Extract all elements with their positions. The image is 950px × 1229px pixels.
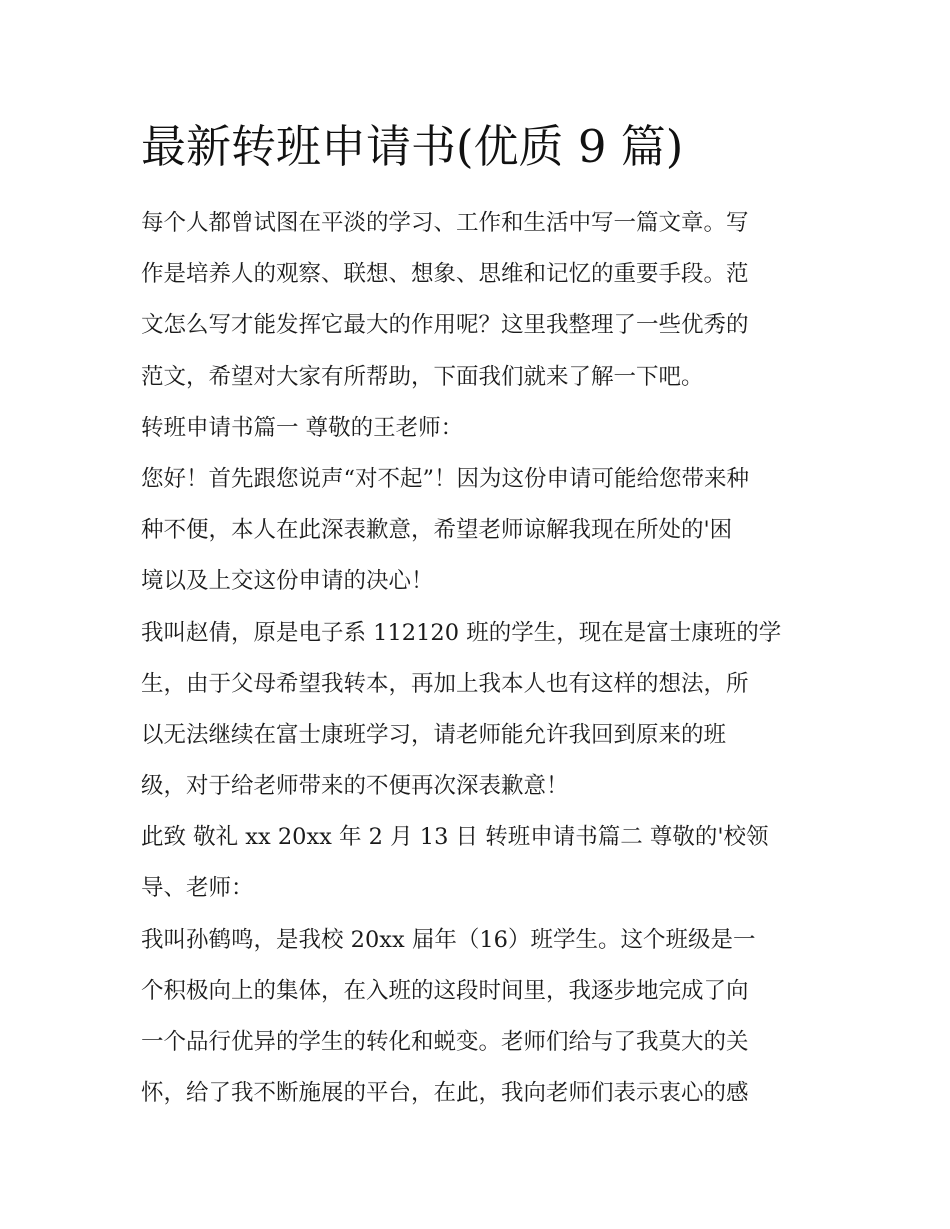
text-line: 一个品行优异的学生的转化和蜕变。老师们给与了我莫大的关 [141,1029,749,1055]
text-line: 我叫孙鹤鸣，是我校 20xx 届年（16）班学生。这个班级是一 [141,926,756,953]
text-line: 转班申请书篇一 尊敬的王老师： [141,414,464,441]
text-line: 文怎么写才能发挥它最大的作用呢？这里我整理了一些优秀的 [141,312,749,339]
text-line: 我叫赵倩，原是电子系 112120 班的学生，现在是富士康班的学 [141,619,782,646]
document-body [141,198,813,1119]
text-line: 范文，希望对大家有所帮助，下面我们就来了解一下吧。 [141,363,704,390]
text-line: 怀，给了我不断施展的平台，在此，我向老师们表示衷心的感 [141,1080,749,1107]
text-line: 生，由于父母希望我转本，再加上我本人也有这样的想法，所 [141,670,749,697]
text-line: 级，对于给老师带来的不便再次深表歉意！ [141,773,569,800]
text-line: 导、老师： [141,875,254,902]
text-line: 您好！首先跟您说声“对不起”！因为这份申请可能给您带来种 [141,465,750,492]
text-line: 此致 敬礼 xx 20xx 年 2 月 13 日 转班申请书篇二 尊敬的'校领 [141,824,769,851]
text-line: 个积极向上的集体，在入班的这段时间里，我逐步地完成了向 [141,977,749,1004]
text-line: 每个人都曾试图在平淡的学习、工作和生活中写一篇文章。写 [141,210,749,236]
text-line: 境以及上交这份申请的决心！ [141,568,434,595]
text-line: 作是培养人的观察、联想、想象、思维和记忆的重要手段。范 [141,261,749,288]
text-line: 以无法继续在富士康班学习，请老师能允许我回到原来的班 [141,721,727,748]
document-title: 最新转班申请书(优质 9 篇) [141,120,684,173]
text-line: 种不便，本人在此深表歉意，希望老师谅解我现在所处的'困 [141,517,733,544]
